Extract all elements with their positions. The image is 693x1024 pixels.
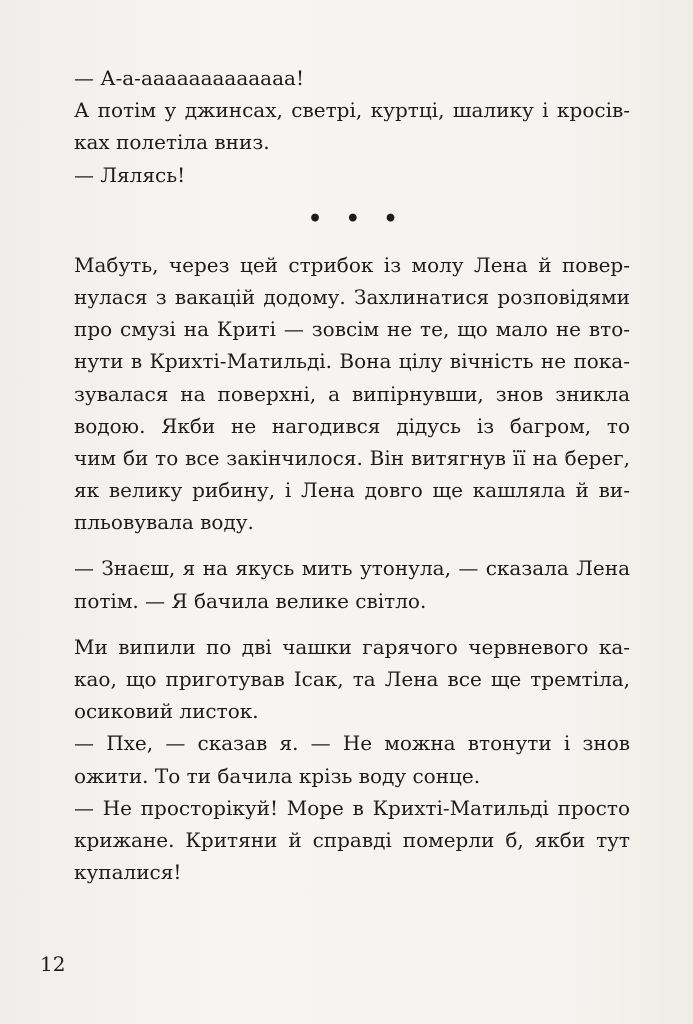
text-line: нулася з вакацій додому. Захлинатися розповідями bbox=[74, 284, 630, 309]
text-line: — Знаєш, я на якусь мить утонула, — сказала Лена bbox=[74, 556, 630, 581]
text-line: чим би то все закінчилося. Він витягнув її на берег, bbox=[74, 445, 630, 470]
text-line: осиковий листок. bbox=[74, 699, 259, 724]
text-line: — Пхе, — сказав я. — Не можна втонути і знов bbox=[74, 731, 630, 756]
page-number: 12 bbox=[40, 952, 66, 976]
text-line: про смузі на Криті — зовсім не те, що мало не вто- bbox=[74, 317, 630, 342]
text-line: зувалася на поверхні, а випірнувши, знов зникла bbox=[74, 381, 630, 406]
text-line: потім. — Я бачила велике світло. bbox=[74, 588, 427, 613]
text-line: Ми випили по дві чашки гарячого червневого ка- bbox=[74, 634, 630, 659]
separator-dots: • • • bbox=[308, 205, 406, 232]
text-line: А потім у джинсах, светрі, куртці, шалику і кросів- bbox=[74, 98, 630, 123]
text-line: — Лялясь! bbox=[74, 162, 186, 187]
text-line: ожити. То ти бачила крізь воду сонце. bbox=[74, 763, 481, 788]
page-text bbox=[74, 62, 630, 888]
text-line: Мабуть, через цей стрибок із молу Лена й повер- bbox=[74, 252, 630, 277]
section-separator bbox=[74, 191, 630, 249]
text-line: као, що приготував Ісак, та Лена все ще тремтіла, bbox=[74, 667, 630, 691]
text-line: крижане. Критяни й справді померли б, якби тут bbox=[74, 827, 630, 852]
text-line: водою. Якби не нагодився дідусь із багром, то bbox=[74, 413, 630, 438]
text-line: пльовувала воду. bbox=[74, 510, 254, 535]
text-line: ках полетіла вниз. bbox=[74, 130, 270, 155]
text-line: нути в Крихті-Матильді. Вона цілу вічність не пока- bbox=[74, 349, 630, 374]
text-line: — А-а-ааааааааааааа! bbox=[74, 66, 304, 90]
text-line: купалися! bbox=[74, 860, 182, 885]
text-line: як велику рибину, і Лена довго ще кашляла й ви- bbox=[74, 478, 630, 503]
text-line: — Не просторікуй! Море в Крихті-Матильді просто bbox=[74, 795, 630, 820]
